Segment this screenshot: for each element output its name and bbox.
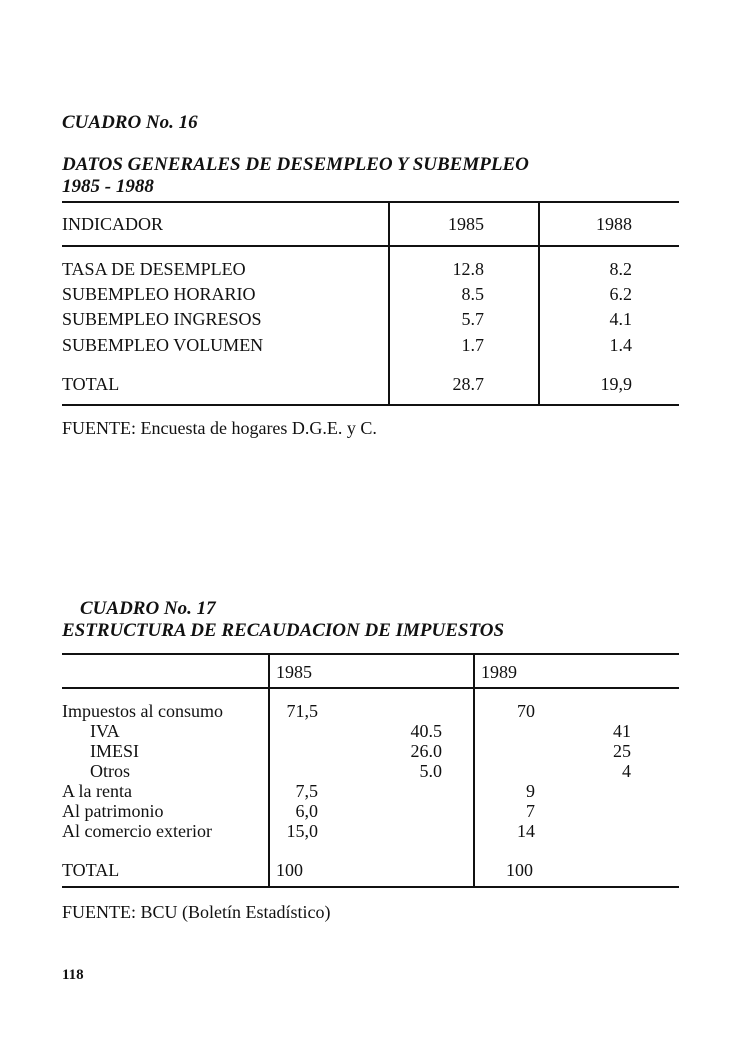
- value-1989-main: 70: [517, 701, 535, 721]
- table16-header-1988: 1988: [596, 214, 632, 234]
- table17-label: CUADRO No. 17: [80, 598, 216, 619]
- table17-header-1985: 1985: [276, 662, 312, 682]
- row-label: Impuestos al consumo: [62, 701, 223, 721]
- table17-bottom-rule: [62, 886, 679, 888]
- total-1985: 100: [276, 860, 303, 880]
- value-1985: 5.7: [461, 309, 484, 329]
- total-1989: 100: [506, 860, 533, 880]
- table16-source: FUENTE: Encuesta de hogares D.G.E. y C.: [62, 418, 377, 438]
- table16-title: DATOS GENERALES DE DESEMPLEO Y SUBEMPLEO: [62, 154, 529, 175]
- value-1985-main: 7,5: [295, 781, 318, 801]
- row-label: Al comercio exterior: [62, 821, 212, 841]
- value-1985-sub: 40.5: [410, 721, 442, 741]
- table16-header-indicator: INDICADOR: [62, 214, 163, 234]
- value-1985-main: 6,0: [295, 801, 318, 821]
- table16-bottom-rule: [62, 404, 679, 406]
- row-label: Otros: [90, 761, 130, 781]
- table16-years: 1985 - 1988: [62, 176, 154, 197]
- table17-header-rule: [62, 687, 679, 689]
- table17-header-1989: 1989: [481, 662, 517, 682]
- value-1985: 1.7: [461, 335, 484, 355]
- value-1985-sub: 26.0: [410, 741, 442, 761]
- value-1989-sub: 25: [613, 741, 631, 761]
- value-1989-sub: 41: [613, 721, 631, 741]
- row-label: Al patrimonio: [62, 801, 164, 821]
- value-1988: 6.2: [609, 284, 632, 304]
- table17-top-rule: [62, 653, 679, 655]
- total-1988: 19,9: [600, 374, 632, 394]
- table17-col-divider-2: [473, 653, 475, 888]
- value-1988: 1.4: [609, 335, 632, 355]
- value-1989-main: 9: [526, 781, 535, 801]
- value-1985-main: 71,5: [286, 701, 318, 721]
- row-label: TASA DE DESEMPLEO: [62, 259, 246, 279]
- value-1988: 8.2: [609, 259, 632, 279]
- row-label: SUBEMPLEO INGRESOS: [62, 309, 262, 329]
- total-label: TOTAL: [62, 860, 120, 880]
- table16-header-1985: 1985: [448, 214, 484, 234]
- page-number: 118: [62, 967, 84, 983]
- value-1985-sub: 5.0: [419, 761, 442, 781]
- value-1989-sub: 4: [622, 761, 631, 781]
- value-1985: 8.5: [461, 284, 484, 304]
- table17-col-divider-1: [268, 653, 270, 888]
- row-label: SUBEMPLEO HORARIO: [62, 284, 256, 304]
- row-label: A la renta: [62, 781, 132, 801]
- value-1988: 4.1: [609, 309, 632, 329]
- row-label: SUBEMPLEO VOLUMEN: [62, 335, 264, 355]
- value-1985: 12.8: [452, 259, 484, 279]
- table17-source: FUENTE: BCU (Boletín Estadístico): [62, 902, 331, 922]
- row-label: IMESI: [90, 741, 139, 761]
- value-1989-main: 7: [526, 801, 535, 821]
- row-label: IVA: [90, 721, 120, 741]
- total-1985: 28.7: [452, 374, 484, 394]
- value-1989-main: 14: [517, 821, 535, 841]
- value-1985-main: 15,0: [286, 821, 318, 841]
- table16-label: CUADRO No. 16: [62, 112, 198, 133]
- table16-header-rule: [62, 245, 679, 247]
- total-label: TOTAL: [62, 374, 120, 394]
- table17-title: ESTRUCTURA DE RECAUDACION DE IMPUESTOS: [62, 620, 505, 641]
- table16-top-rule: [62, 201, 679, 203]
